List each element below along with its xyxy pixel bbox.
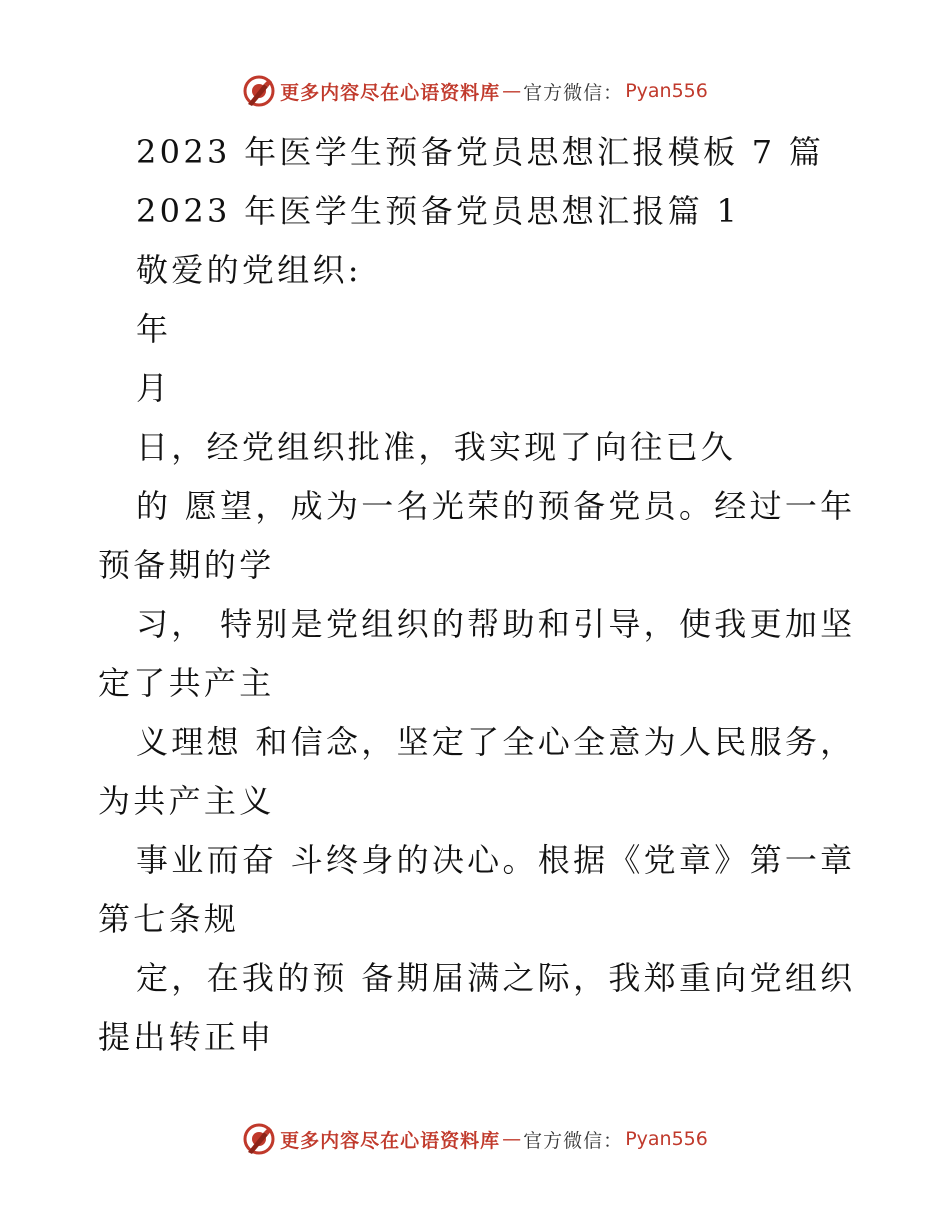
document-body	[98, 123, 856, 1067]
text-line: 月	[136, 369, 172, 407]
watermark-main-text: 更多内容尽在心语资料库	[280, 81, 501, 104]
text-line: 预备期的学	[98, 546, 275, 584]
watermark-dash: —	[502, 1128, 522, 1150]
watermark-official-label: 官方微信：	[523, 81, 624, 104]
document-title: 2023 年医学生预备党员思想汇报模板 7 篇	[136, 133, 825, 171]
text-line: 义理想 和信念，坚定了全心全意为人民服务，	[136, 723, 856, 761]
text-line: 为共产主义	[98, 782, 275, 820]
text-line: 提出转正申	[98, 1018, 275, 1056]
text-line: 的 愿望，成为一名光荣的预备党员。经过一年	[136, 487, 856, 525]
watermark-wechat-id: Pyan556	[625, 1128, 708, 1150]
pen-on-circle-icon	[242, 74, 276, 108]
pen-on-circle-icon	[242, 1122, 276, 1156]
salutation: 敬爱的党组织:	[136, 251, 362, 289]
text-line: 日，经党组织批准，我实现了向往已久	[136, 428, 737, 466]
section-heading: 2023 年医学生预备党员思想汇报篇 1	[136, 192, 741, 230]
watermark-dash: —	[502, 80, 522, 102]
text-line: 定了共产主	[98, 664, 275, 702]
watermark-wechat-id: Pyan556	[625, 80, 708, 102]
watermark-footer	[0, 1119, 950, 1159]
watermark-main-text: 更多内容尽在心语资料库	[280, 1129, 501, 1152]
text-line: 年	[136, 310, 172, 348]
watermark-header	[0, 71, 950, 111]
text-line: 事业而奋 斗终身的决心。根据《党章》第一章	[136, 841, 856, 879]
text-line: 第七条规	[98, 900, 240, 938]
text-line: 习， 特别是党组织的帮助和引导，使我更加坚	[136, 605, 856, 643]
watermark-official-label: 官方微信：	[523, 1129, 624, 1152]
text-line: 定，在我的预 备期届满之际，我郑重向党组织	[136, 959, 856, 997]
